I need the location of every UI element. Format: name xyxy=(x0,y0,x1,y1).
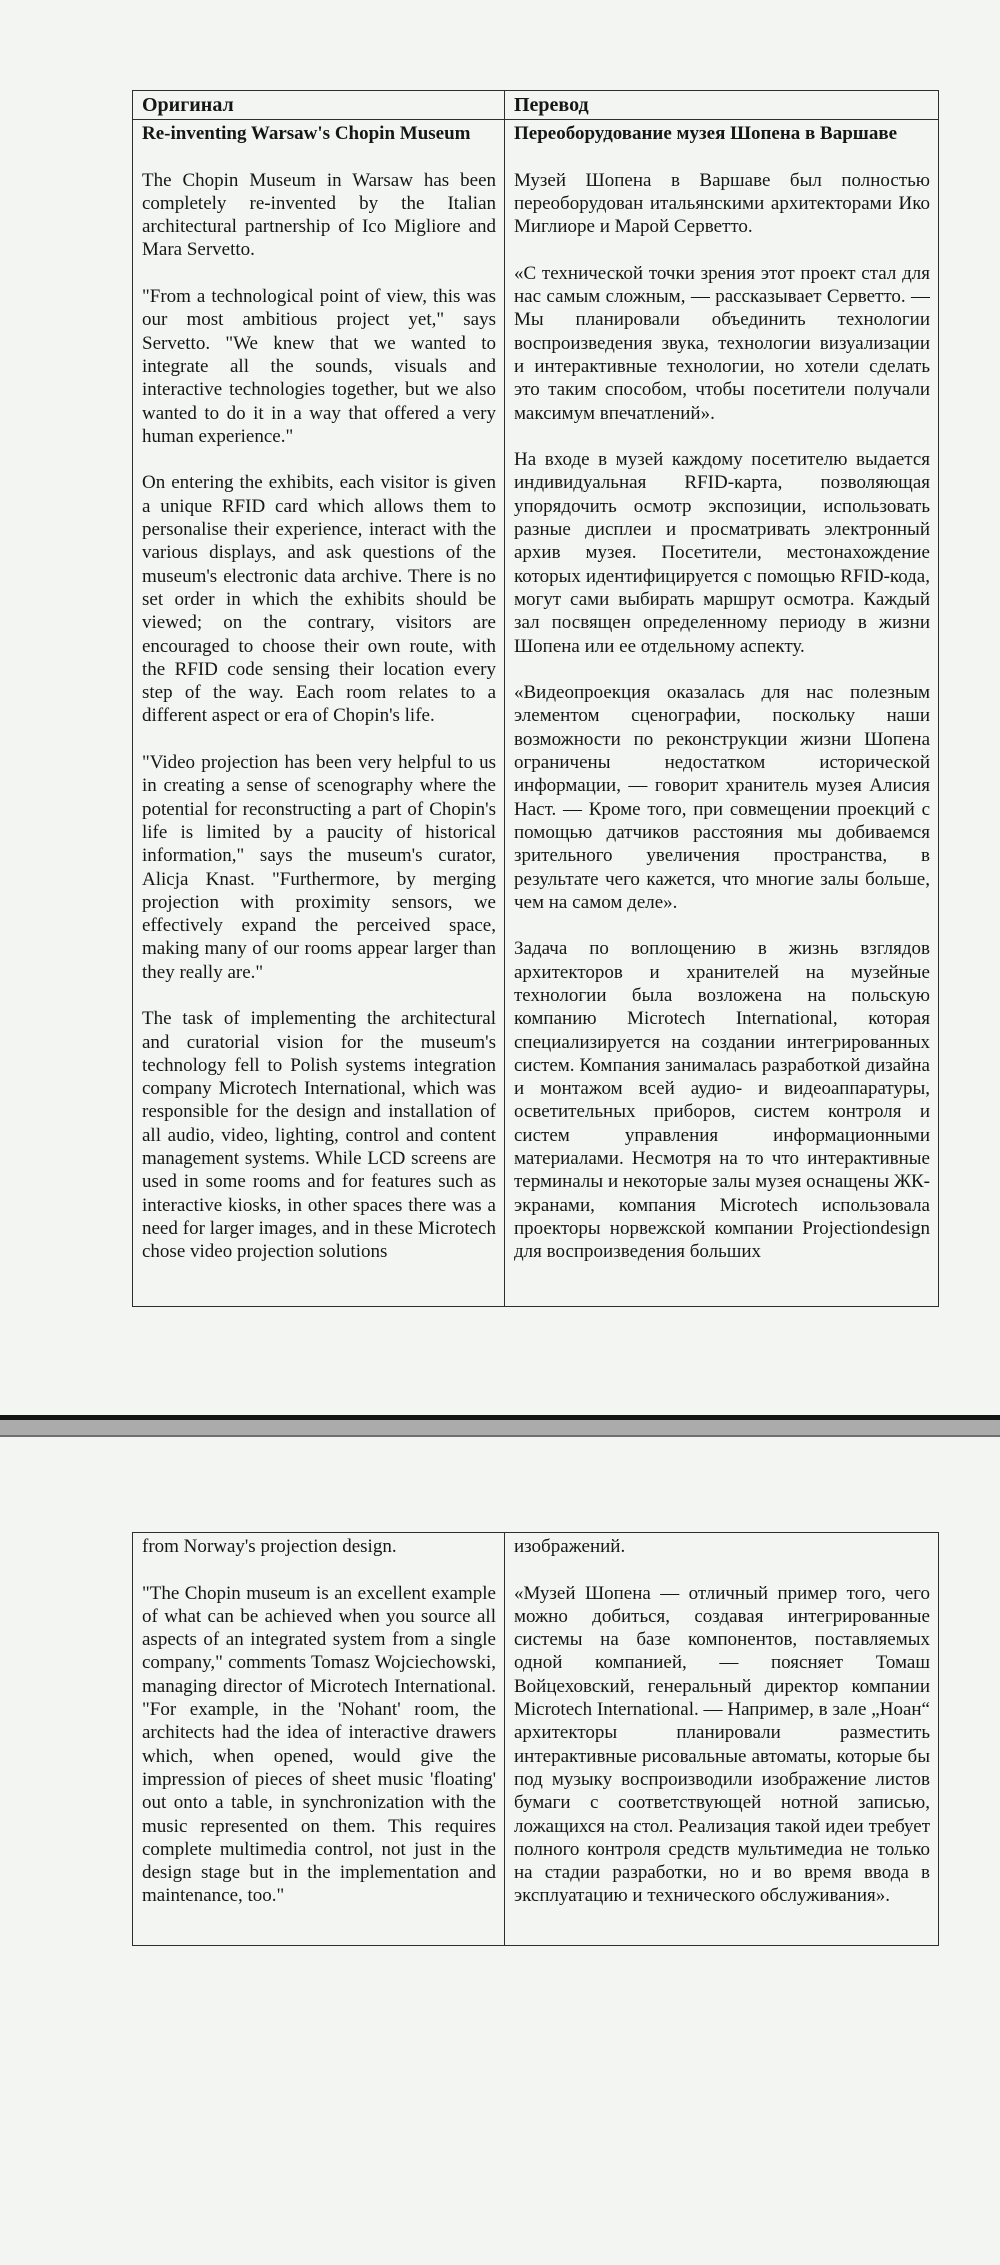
paragraph: Задача по воплощению в жизнь взглядов архитекторов и хранителей на музейные технологии была возложена на польскую компанию Microtech International, которая специализируется на создании интегрированных систем. Компания занималась разработкой дизайна и монтажом всей аудио- и видеоаппаратуры, осветительных приборов, систем контроля и систем управления информационными материалами. Несмотря на то что интерактивные терминалы и некоторые залы музея оснащены ЖК-экранами, компания Microtech использовала проекторы норвежской компании Projectiondesign для воспроизведения больших xyxy=(514,938,930,1263)
paragraph: На входе в музей каждому посетителю выдается индивидуальная RFID-карта, позволяющая упорядочить осмотр экспозиции, использовать разные дисплеи и просматривать электронный архив музея. Посетители, местонахождение которых идентифицируется с помощью RFID-кода, могут сами выбирать маршрут осмотра. Каждый зал посвящен определенному периоду в жизни Шопена или ее отдельному аспекту. xyxy=(514,449,930,657)
original-paragraphs-page2 xyxy=(142,1535,496,1908)
paragraph: The Chopin Museum in Warsaw has been completely re-invented by the Italian architectural partnership of Ico Migliore and Mara Servetto. xyxy=(142,169,496,261)
cell-translation-page2 xyxy=(505,1533,939,1946)
paragraph: "The Chopin museum is an excellent example of what can be achieved when you source all aspects of an integrated system from a single company," comments Tomasz Wojciechowski, managing director of Microtech International. "For example, in the 'Nohant' room, the architects had the idea of interactive drawers which, when opened, would give the impression of pieces of sheet music 'floating' out onto a table, in synchronization with the music represented on them. This requires complete multimedia control, not just in the design stage but in the implementation and maintenance, too." xyxy=(142,1582,496,1907)
paragraph: Музей Шопена в Варшаве был полностью переоборудован итальянскими архитекторами Ико Миглиоре и Марой Серветто. xyxy=(514,169,930,238)
paragraph: On entering the exhibits, each visitor is given a unique RFID card which allows them to personalise their experience, interact with the various displays, and ask questions of the museum's electronic data archive. There is no set order in which the exhibits should be viewed; on the contrary, visitors are encouraged to choose their own route, with the RFID code sensing their location every step of the way. Each room relates to a different aspect or era of Chopin's life. xyxy=(142,472,496,727)
paragraph: from Norway's projection design. xyxy=(142,1536,397,1557)
paragraph: "From a technological point of view, this was our most ambitious project yet," says Servetto. "We knew that we wanted to integrate all the sounds, visuals and interactive technologies together, but we also wanted to do it in a way that offered a very human experience." xyxy=(142,286,496,447)
article-title-translation: Переоборудование музея Шопена в Варшаве xyxy=(514,123,898,144)
cell-original-page2 xyxy=(133,1533,505,1946)
paragraph: «С технической точки зрения этот проект стал для нас самым сложным, — рассказывает Серветто. — Мы планировали объединить технологии воспроизведения звука, технологии визуализации и интерактивные технологии, но хотели сделать это таким способом, чтобы посетители получали максимум впечатлений». xyxy=(514,262,930,424)
original-paragraphs-page1 xyxy=(142,169,496,1264)
translation-table-page-1 xyxy=(132,90,939,1307)
article-title-original: Re-inventing Warsaw's Chopin Museum xyxy=(142,123,471,144)
paragraph: The task of implementing the architectural and curatorial vision for the museum's technology fell to Polish systems integration company Microtech International, which was responsible for the design and installation of all audio, video, lighting, control and content management systems. While LCD screens are used in some rooms and for features such as interactive kiosks, in other spaces there was a need for larger images, and in these Microtech chose video projection solutions xyxy=(142,1008,496,1263)
translation-paragraphs-page2 xyxy=(514,1535,930,1908)
column-header-original: Оригинал xyxy=(133,91,505,120)
table-body-row-page2 xyxy=(133,1533,939,1946)
translation-table-page-2 xyxy=(132,1532,939,1946)
translation-paragraphs-page1 xyxy=(514,169,930,1264)
paragraph: «Видеопроекция оказалась для нас полезным элементом сценографии, поскольку наши возможности по реконструкции жизни Шопена ограничены недостатком исторической информации, — говорит хранитель музея Алисия Наст. — Кроме того, при совмещении проекций с помощью датчиков расстояния мы добиваемся зрительного увеличения пространства, в результате чего кажется, что многие залы больше, чем на самом деле». xyxy=(514,682,930,913)
cell-original-page1 xyxy=(133,120,505,1307)
paragraph: «Музей Шопена — отличный пример того, чего можно добиться, создавая интегрированные системы на базе компонентов, поставляемых одной компанией, — поясняет Томаш Войцеховский, генеральный директор компании Microtech International. — Например, в зале „Ноан“ архитекторы планировали разместить интерактивные рисовальные автоматы, которые бы под музыку воспроизводили изображение листов бумаги с соответствующей нотной записью, ложащихся на стол. Реализация такой идеи требует полного контроля средств мультимедиа не только на стадии разработки, но и во время ввода в эксплуатацию и технического обслуживания». xyxy=(514,1582,930,1907)
page-break-separator xyxy=(0,1415,1000,1437)
table-header-row xyxy=(133,91,939,120)
paragraph: изображений. xyxy=(514,1536,626,1557)
column-header-translation: Перевод xyxy=(505,91,939,120)
paragraph: "Video projection has been very helpful to us in creating a sense of scenography where the potential for reconstructing a part of Chopin's life is limited by a paucity of historical information," says the museum's curator, Alicja Knast. "Furthermore, by merging projection with proximity sensors, we effectively expand the perceived space, making many of our rooms appear larger than they really are." xyxy=(142,752,496,983)
table-body-row-page1 xyxy=(133,120,939,1307)
cell-translation-page1 xyxy=(505,120,939,1307)
